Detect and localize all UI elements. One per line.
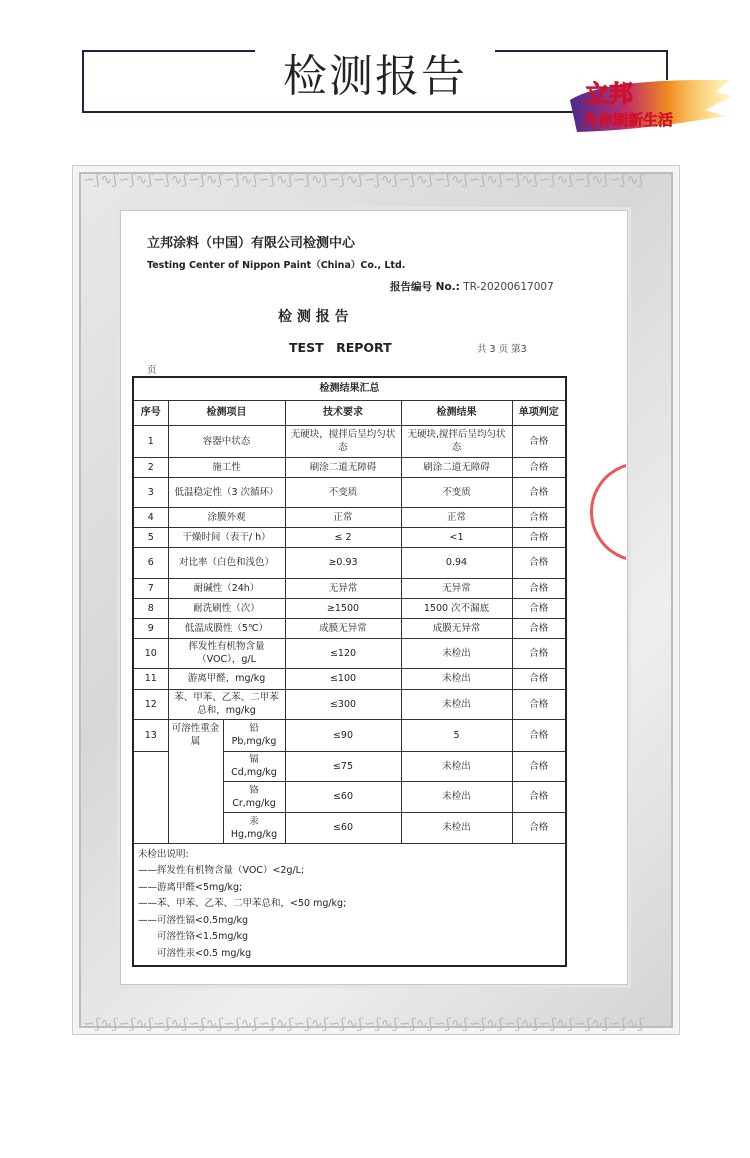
- cell-result: 未检出: [401, 668, 512, 689]
- cell-verdict: 合格: [512, 638, 566, 668]
- table-row: [133, 527, 566, 547]
- cell-verdict: 合格: [512, 719, 566, 751]
- cell-no: [133, 751, 168, 843]
- cell-req: ≥0.93: [285, 547, 401, 578]
- note-line: ——苯、甲苯、乙苯、二甲苯总和，<50 mg/kg;: [138, 898, 347, 909]
- cell-item: 苯、甲苯、乙苯、二甲苯总和，mg/kg: [168, 689, 285, 719]
- banner-left-line: [82, 50, 84, 113]
- table-row: [133, 719, 566, 751]
- cell-item: 涂膜外观: [168, 507, 285, 527]
- cell-result: 不变质: [401, 477, 512, 507]
- note-line: 可溶性铬<1.5mg/kg: [138, 931, 249, 942]
- page-title: 检测报告: [255, 40, 495, 104]
- cell-no: 8: [133, 598, 168, 618]
- cell-item: 低温成膜性（5℃）: [168, 618, 285, 638]
- cell-result: 正常: [401, 507, 512, 527]
- table-row: [133, 507, 566, 527]
- table-row: [133, 689, 566, 719]
- metal-unit: Hg,mg/kg: [230, 828, 278, 840]
- cell-no: 10: [133, 638, 168, 668]
- cell-no: 11: [133, 668, 168, 689]
- table-row: [133, 638, 566, 668]
- cell-req: ≤300: [285, 689, 401, 719]
- note-line: ——挥发性有机物含量（VOC）<2g/L;: [138, 865, 305, 876]
- cell-req: ≥1500: [285, 598, 401, 618]
- notes-row: [133, 843, 566, 966]
- cell-item: 干燥时间（表干/ h）: [168, 527, 285, 547]
- cell-item: 耐碱性（24h）: [168, 578, 285, 598]
- cell-verdict: 合格: [512, 507, 566, 527]
- cell-item: 低温稳定性（3 次循环）: [168, 477, 285, 507]
- table-row: [133, 477, 566, 507]
- org-name-en: Testing Center of Nippon Paint（China）Co., Ltd.: [147, 260, 406, 271]
- cell-result: 未检出: [401, 751, 512, 781]
- cell-verdict: 合格: [512, 781, 566, 812]
- frame-ornament-bottom: ∽ʃ∿ʃ∽ʃ∿ʃ∽ʃ∿ʃ∽ʃ∿ʃ∽ʃ∿ʃ∽ʃ∿ʃ∽ʃ∿ʃ∽ʃ∿ʃ∽ʃ∿ʃ∽ʃ∿ʃ∽ʃ∿ʃ∽ʃ∿ʃ∽ʃ∿ʃ∽ʃ∿ʃ∽ʃ∿ʃ∽ʃ∿ʃ: [83, 1016, 644, 1032]
- cell-req: 不变质: [285, 477, 401, 507]
- cell-result: <1: [401, 527, 512, 547]
- metal-name: 铅: [249, 723, 259, 734]
- cell-item: [223, 751, 285, 781]
- cell-verdict: 合格: [512, 477, 566, 507]
- cell-result: 无异常: [401, 578, 512, 598]
- metal-name: 汞: [249, 815, 259, 827]
- cell-item: 挥发性有机物含量（VOC），g/L: [168, 638, 285, 668]
- cell-no: 4: [133, 507, 168, 527]
- cell-item: [223, 781, 285, 812]
- cell-req: ≤60: [285, 812, 401, 843]
- col-header: 序号: [133, 400, 168, 425]
- cell-req: ≤60: [285, 781, 401, 812]
- cell-result: 0.94: [401, 547, 512, 578]
- logo-slogan: 为你刷新生活: [583, 111, 674, 129]
- cell-item: 施工性: [168, 457, 285, 477]
- cell-no: 7: [133, 578, 168, 598]
- cell-req: 刷涂二道无障碍: [285, 457, 401, 477]
- col-header: 检测结果: [401, 400, 512, 425]
- col-header: 技术要求: [285, 400, 401, 425]
- table-header-row: [133, 400, 566, 425]
- col-header: 检测项目: [168, 400, 285, 425]
- cell-verdict: 合格: [512, 598, 566, 618]
- org-name-cn: 立邦涂料（中国）有限公司检测中心: [147, 236, 356, 251]
- table-row: [133, 457, 566, 477]
- cell-req: 无异常: [285, 578, 401, 598]
- cell-no: 12: [133, 689, 168, 719]
- cell-result: 未检出: [401, 781, 512, 812]
- cell-req: ≤90: [285, 719, 401, 751]
- page-count: 共 3 页 第3: [477, 344, 527, 355]
- cell-no: 1: [133, 425, 168, 457]
- note-line: 可溶性汞<0.5 mg/kg: [138, 947, 252, 959]
- report-number: [390, 279, 554, 294]
- cell-result: 无硬块,搅拌后呈均匀状态: [401, 425, 512, 457]
- cell-no: 6: [133, 547, 168, 578]
- cell-verdict: 合格: [512, 425, 566, 457]
- table-row: [133, 598, 566, 618]
- cell-req: 正常: [285, 507, 401, 527]
- metal-unit: Cd,mg/kg: [231, 767, 277, 778]
- table-row: [133, 425, 566, 457]
- table-caption: 检测结果汇总: [133, 377, 566, 400]
- report-title-cn: 检 测 报 告: [278, 309, 349, 325]
- frame-ornament-top: ∽ʃ∿ʃ∽ʃ∿ʃ∽ʃ∿ʃ∽ʃ∿ʃ∽ʃ∿ʃ∽ʃ∿ʃ∽ʃ∿ʃ∽ʃ∿ʃ∽ʃ∿ʃ∽ʃ∿ʃ∽ʃ∿ʃ∽ʃ∿ʃ∽ʃ∿ʃ∽ʃ∿ʃ∽ʃ∿ʃ∽ʃ∿ʃ: [83, 172, 644, 188]
- cell-req: ≤75: [285, 751, 401, 781]
- note-line: ——可溶性镉<0.5mg/kg: [138, 914, 249, 926]
- cell-no: 5: [133, 527, 168, 547]
- report-title-en: TEST REPORT: [289, 340, 392, 355]
- cell-verdict: 合格: [512, 457, 566, 477]
- page-count-tail: 页: [147, 365, 157, 376]
- nippon-logo: [565, 70, 735, 135]
- metal-unit: Cr,mg/kg: [232, 797, 276, 809]
- metal-name: 镉: [249, 754, 259, 765]
- cell-no: 13: [133, 719, 168, 751]
- cell-item: 对比率（白色和浅色）: [168, 547, 285, 578]
- not-detected-notes: [133, 843, 566, 966]
- cell-req: ≤100: [285, 668, 401, 689]
- cell-verdict: 合格: [512, 527, 566, 547]
- cell-result: 成膜无异常: [401, 618, 512, 638]
- cell-verdict: 合格: [512, 578, 566, 598]
- cell-verdict: 合格: [512, 668, 566, 689]
- table-row: [133, 547, 566, 578]
- cell-no: 9: [133, 618, 168, 638]
- cell-item: [223, 812, 285, 843]
- cell-no: 3: [133, 477, 168, 507]
- cell-verdict: 合格: [512, 618, 566, 638]
- metal-unit: Pb,mg/kg: [231, 736, 277, 747]
- results-table: [132, 376, 567, 967]
- report-number-value: TR-20200617007: [463, 281, 554, 293]
- cell-req: ≤120: [285, 638, 401, 668]
- table-row: [133, 578, 566, 598]
- cell-result: 未检出: [401, 638, 512, 668]
- cell-item: 容器中状态: [168, 425, 285, 457]
- cell-result: 1500 次不漏底: [401, 598, 512, 618]
- cell-result: 未检出: [401, 689, 512, 719]
- cell-verdict: 合格: [512, 751, 566, 781]
- cell-no: 2: [133, 457, 168, 477]
- cell-item: 耐洗刷性（次）: [168, 598, 285, 618]
- banner-bottom-line: [82, 111, 582, 113]
- cell-verdict: 合格: [512, 812, 566, 843]
- report-number-label: 报告编号 No.:: [390, 281, 460, 293]
- col-header: 单项判定: [512, 400, 566, 425]
- cell-item: 游离甲醛，mg/kg: [168, 668, 285, 689]
- cell-req: ≤ 2: [285, 527, 401, 547]
- cell-req: 成膜无异常: [285, 618, 401, 638]
- cell-verdict: 合格: [512, 547, 566, 578]
- note-line: ——游离甲醛<5mg/kg;: [138, 881, 243, 893]
- table-row: [133, 618, 566, 638]
- cell-group: 可溶性重金属: [168, 719, 223, 843]
- cell-req: 无硬块，搅拌后呈均匀状态: [285, 425, 401, 457]
- cell-result: 未检出: [401, 812, 512, 843]
- table-row: [133, 668, 566, 689]
- cell-result: 5: [401, 719, 512, 751]
- note-line: 未检出说明:: [138, 848, 189, 860]
- logo-brand: 立邦: [585, 80, 633, 108]
- cell-item: [223, 719, 285, 751]
- cell-result: 刷涂二道无障碍: [401, 457, 512, 477]
- metal-name: 铬: [249, 784, 259, 796]
- cell-verdict: 合格: [512, 689, 566, 719]
